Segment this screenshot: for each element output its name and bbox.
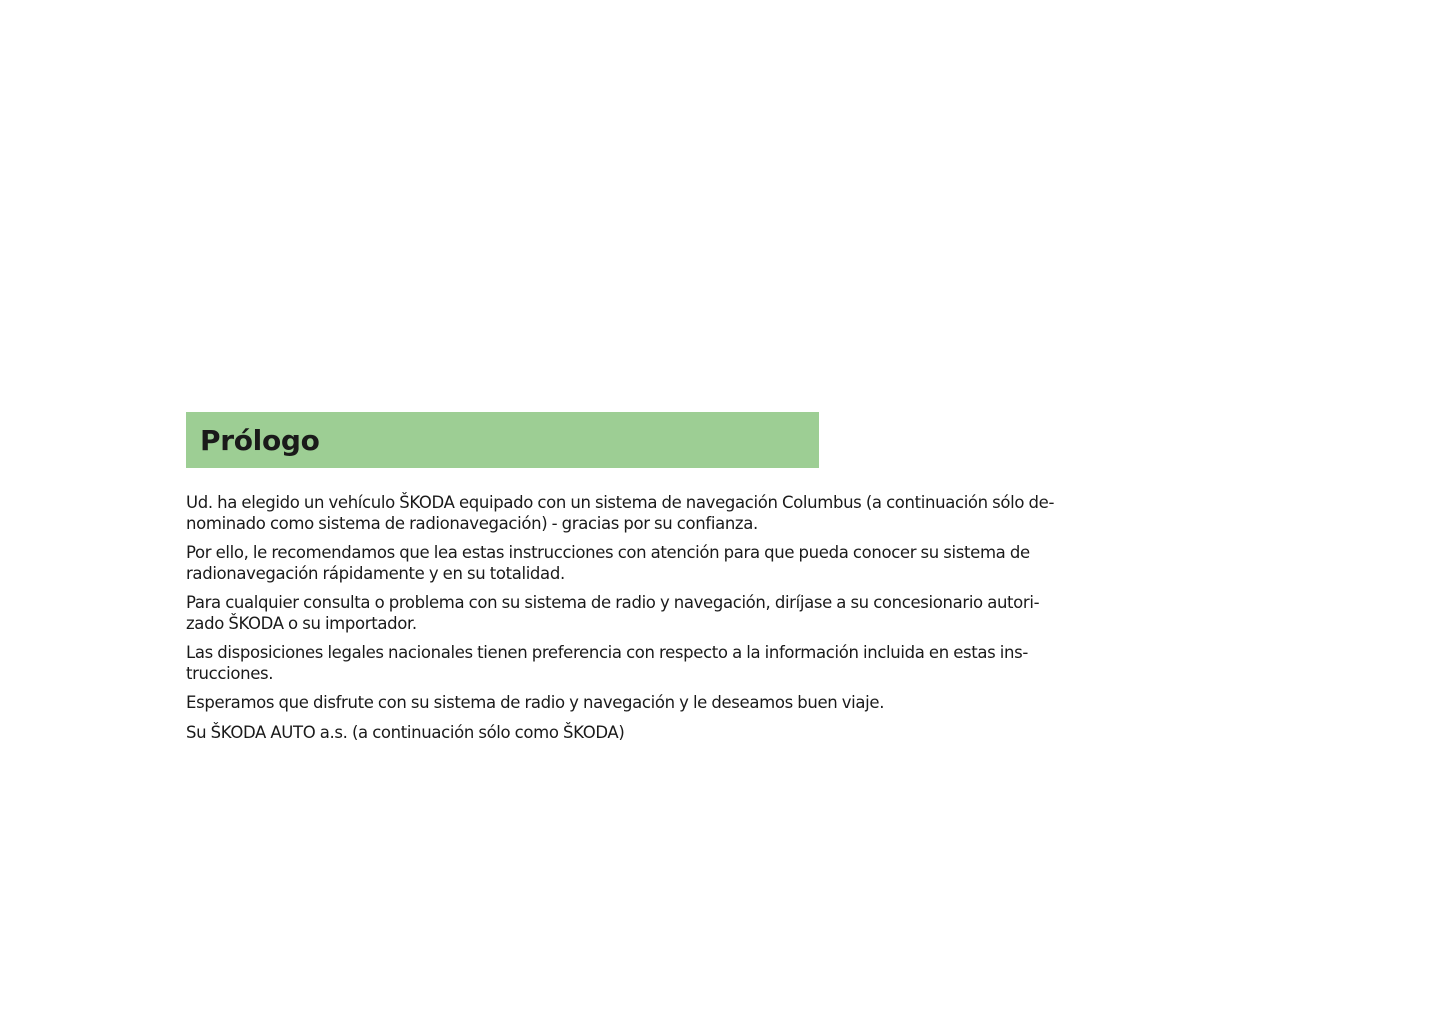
text-line: Ud. ha elegido un vehículo ŠKODA equipado con un sistema de navegación Columbus (a continuación sólo de- <box>186 493 1055 512</box>
body-text <box>186 493 1055 752</box>
text-line: Por ello, le recomendamos que lea estas instrucciones con atención para que pueda conocer su sistema de <box>186 543 1030 562</box>
text-line: trucciones. <box>186 663 274 683</box>
text-line: Esperamos que disfrute con su sistema de radio y navegación y le deseamos buen viaje. <box>186 693 885 712</box>
paragraph-recommendation <box>186 543 1036 584</box>
paragraph-support <box>186 593 1040 634</box>
section-heading-bar <box>186 412 819 468</box>
text-line: zado ŠKODA o su importador. <box>186 613 417 633</box>
paragraph-intro <box>186 493 1055 534</box>
text-line: nominado como sistema de radionavegación) - gracias por su confianza. <box>186 513 758 533</box>
paragraph-signature <box>186 723 1036 744</box>
section-title: Prólogo <box>200 424 320 457</box>
text-line: radionavegación rápidamente y en su totalidad. <box>186 563 565 583</box>
paragraph-legal <box>186 643 1036 684</box>
text-line: Su ŠKODA AUTO a.s. (a continuación sólo como ŠKODA) <box>186 722 625 742</box>
text-line: Las disposiciones legales nacionales tienen preferencia con respecto a la información incluida en estas ins- <box>186 643 1028 662</box>
text-line: Para cualquier consulta o problema con su sistema de radio y navegación, diríjase a su concesionario autori- <box>186 593 1040 612</box>
paragraph-wishes <box>186 693 1036 714</box>
